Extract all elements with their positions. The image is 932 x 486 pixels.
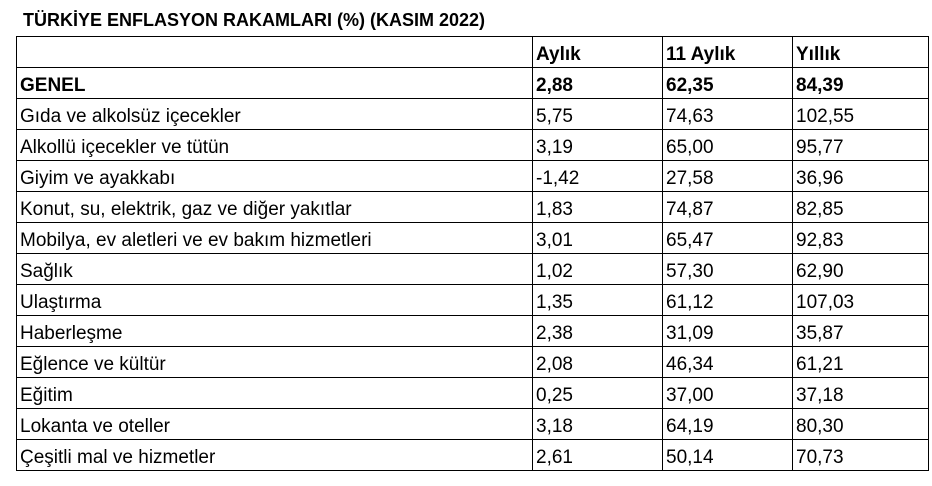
table-row	[17, 99, 929, 130]
table-row	[17, 223, 929, 254]
annual-cell: 107,03	[793, 285, 929, 316]
eleven-month-cell: 62,35	[663, 68, 793, 99]
page-title: TÜRKİYE ENFLASYON RAKAMLARI (%) (KASIM 2022)	[23, 10, 486, 30]
monthly-cell: 2,88	[533, 68, 663, 99]
monthly-cell: 3,18	[533, 409, 663, 440]
annual-cell: 84,39	[793, 68, 929, 99]
table-row	[17, 254, 929, 285]
eleven-month-cell: 57,30	[663, 254, 793, 285]
monthly-cell: 3,01	[533, 223, 663, 254]
eleven-month-cell: 65,47	[663, 223, 793, 254]
category-cell: Haberleşme	[17, 316, 533, 347]
eleven-month-cell: 61,12	[663, 285, 793, 316]
annual-cell: 70,73	[793, 440, 929, 471]
table-row	[17, 378, 929, 409]
eleven-month-cell: 64,19	[663, 409, 793, 440]
inflation-table	[16, 36, 929, 471]
monthly-cell: 2,61	[533, 440, 663, 471]
category-cell: Ulaştırma	[17, 285, 533, 316]
category-cell: Alkollü içecekler ve tütün	[17, 130, 533, 161]
header-annual-cell: Yıllık	[793, 37, 929, 68]
monthly-cell: 2,08	[533, 347, 663, 378]
table-row	[17, 285, 929, 316]
monthly-cell: 0,25	[533, 378, 663, 409]
monthly-cell: 1,83	[533, 192, 663, 223]
eleven-month-cell: 31,09	[663, 316, 793, 347]
annual-cell: 37,18	[793, 378, 929, 409]
annual-cell: 102,55	[793, 99, 929, 130]
table-header-row	[17, 37, 929, 68]
category-cell: Konut, su, elektrik, gaz ve diğer yakıtlar	[17, 192, 533, 223]
category-cell: Sağlık	[17, 254, 533, 285]
table-row	[17, 192, 929, 223]
category-cell: Çeşitli mal ve hizmetler	[17, 440, 533, 471]
header-monthly-cell: Aylık	[533, 37, 663, 68]
category-cell: Giyim ve ayakkabı	[17, 161, 533, 192]
category-cell: Mobilya, ev aletleri ve ev bakım hizmetleri	[17, 223, 533, 254]
header-eleven-month-cell: 11 Aylık	[663, 37, 793, 68]
eleven-month-cell: 74,63	[663, 99, 793, 130]
monthly-cell: -1,42	[533, 161, 663, 192]
table-row	[17, 347, 929, 378]
category-cell: Gıda ve alkolsüz içecekler	[17, 99, 533, 130]
eleven-month-cell: 50,14	[663, 440, 793, 471]
eleven-month-cell: 74,87	[663, 192, 793, 223]
annual-cell: 80,30	[793, 409, 929, 440]
monthly-cell: 1,02	[533, 254, 663, 285]
monthly-cell: 3,19	[533, 130, 663, 161]
category-cell: Eğitim	[17, 378, 533, 409]
category-cell: GENEL	[17, 68, 533, 99]
eleven-month-cell: 65,00	[663, 130, 793, 161]
category-cell: Lokanta ve oteller	[17, 409, 533, 440]
eleven-month-cell: 46,34	[663, 347, 793, 378]
annual-cell: 36,96	[793, 161, 929, 192]
table-row	[17, 161, 929, 192]
annual-cell: 92,83	[793, 223, 929, 254]
table-row	[17, 130, 929, 161]
table-row	[17, 316, 929, 347]
monthly-cell: 2,38	[533, 316, 663, 347]
monthly-cell: 5,75	[533, 99, 663, 130]
annual-cell: 35,87	[793, 316, 929, 347]
category-cell: Eğlence ve kültür	[17, 347, 533, 378]
eleven-month-cell: 27,58	[663, 161, 793, 192]
table-row	[17, 440, 929, 471]
annual-cell: 62,90	[793, 254, 929, 285]
eleven-month-cell: 37,00	[663, 378, 793, 409]
table-row	[17, 409, 929, 440]
annual-cell: 82,85	[793, 192, 929, 223]
annual-cell: 61,21	[793, 347, 929, 378]
table-row-general	[17, 68, 929, 99]
header-category-cell	[17, 37, 533, 68]
monthly-cell: 1,35	[533, 285, 663, 316]
annual-cell: 95,77	[793, 130, 929, 161]
